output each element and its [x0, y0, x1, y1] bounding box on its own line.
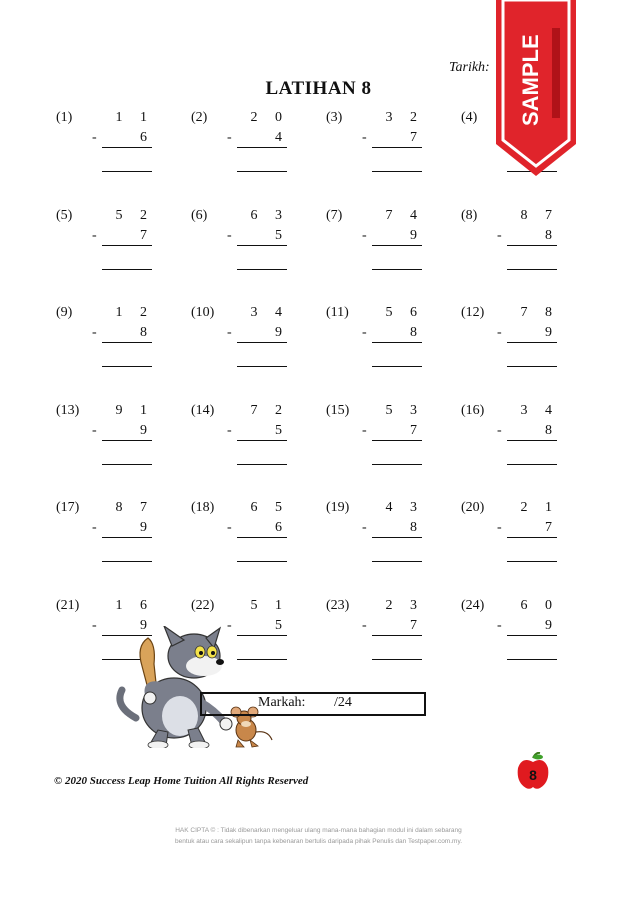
- footer-notice: [0, 825, 637, 847]
- minuend: 2 1: [520, 500, 559, 515]
- minus-sign: -: [92, 520, 97, 535]
- sample-banner-stripe: [552, 28, 560, 118]
- minuend: 8 7: [115, 500, 154, 515]
- answer-rule-top: [507, 440, 557, 441]
- minus-sign: -: [362, 520, 367, 535]
- minus-sign: -: [227, 520, 232, 535]
- score-box: [200, 692, 426, 716]
- answer-rule-top: [507, 245, 557, 246]
- problem-number: (4): [461, 110, 478, 125]
- subtrahend: 7: [545, 520, 559, 535]
- problem-number: (17): [56, 500, 80, 515]
- subtraction-problem: [56, 208, 168, 278]
- minuend: 6 3: [250, 208, 289, 223]
- minus-sign: -: [92, 423, 97, 438]
- minuend: 1 6: [115, 598, 154, 613]
- minus-sign: -: [497, 423, 502, 438]
- answer-rule-bottom: [507, 561, 557, 562]
- answer-rule-bottom: [102, 561, 152, 562]
- subtrahend: 8: [410, 325, 424, 340]
- problem-number: (14): [191, 403, 215, 418]
- subtraction-problem: [326, 110, 438, 180]
- answer-rule-bottom: [102, 269, 152, 270]
- answer-rule-top: [102, 147, 152, 148]
- answer-rule-bottom: [372, 269, 422, 270]
- problem-number: (13): [56, 403, 80, 418]
- sample-banner-text: SAMPLE: [518, 34, 543, 126]
- minuend: 8 7: [520, 208, 559, 223]
- answer-rule-bottom: [372, 171, 422, 172]
- problem-number: (12): [461, 305, 485, 320]
- answer-rule-top: [102, 537, 152, 538]
- answer-rule-top: [372, 147, 422, 148]
- answer-rule-top: [102, 440, 152, 441]
- answer-rule-bottom: [102, 464, 152, 465]
- subtrahend: 4: [275, 130, 289, 145]
- answer-rule-bottom: [372, 366, 422, 367]
- problem-number: (24): [461, 598, 485, 613]
- minuend: 1 1: [115, 110, 154, 125]
- subtraction-problem: [326, 598, 438, 668]
- answer-rule-top: [372, 245, 422, 246]
- date-label: Tarikh:: [449, 60, 490, 75]
- problem-number: (20): [461, 500, 485, 515]
- minus-sign: -: [497, 618, 502, 633]
- minus-sign: -: [227, 130, 232, 145]
- minuend: 6 5: [250, 500, 289, 515]
- minus-sign: -: [362, 423, 367, 438]
- answer-rule-top: [507, 537, 557, 538]
- minuend: 5 6: [385, 305, 424, 320]
- problem-number: (7): [326, 208, 343, 223]
- subtraction-problem: [191, 305, 303, 375]
- subtrahend: 7: [140, 228, 154, 243]
- subtraction-problem: [326, 305, 438, 375]
- score-label: Markah:: [258, 695, 306, 710]
- minus-sign: -: [92, 130, 97, 145]
- score-total: /24: [334, 695, 352, 710]
- subtraction-problem: [191, 110, 303, 180]
- minuend: 3 4: [520, 403, 559, 418]
- answer-rule-bottom: [372, 464, 422, 465]
- subtrahend: 5: [275, 618, 289, 633]
- subtrahend: 7: [410, 423, 424, 438]
- minus-sign: -: [227, 228, 232, 243]
- answer-rule-top: [102, 245, 152, 246]
- subtrahend: 9: [545, 618, 559, 633]
- minus-sign: -: [92, 325, 97, 340]
- answer-rule-bottom: [507, 269, 557, 270]
- problem-number: (18): [191, 500, 215, 515]
- minus-sign: -: [227, 423, 232, 438]
- problem-number: (3): [326, 110, 343, 125]
- problem-number: (1): [56, 110, 73, 125]
- answer-rule-bottom: [237, 171, 287, 172]
- minuend: 7 8: [520, 305, 559, 320]
- minuend: 5 1: [250, 598, 289, 613]
- answer-rule-bottom: [372, 561, 422, 562]
- minus-sign: -: [362, 228, 367, 243]
- subtraction-problem: [326, 208, 438, 278]
- minus-sign: -: [227, 618, 232, 633]
- cartoon-illustration: [108, 626, 288, 748]
- subtrahend: 5: [275, 228, 289, 243]
- minuend: 1 2: [115, 305, 154, 320]
- subtrahend: 8: [410, 520, 424, 535]
- answer-rule-bottom: [237, 464, 287, 465]
- minus-sign: -: [92, 618, 97, 633]
- answer-rule-top: [237, 147, 287, 148]
- answer-rule-bottom: [102, 366, 152, 367]
- minus-sign: -: [92, 228, 97, 243]
- subtrahend: 8: [140, 325, 154, 340]
- answer-rule-bottom: [237, 366, 287, 367]
- footer-line-1: HAK CIPTA © : Tidak dibenarkan mengeluar ulang mana-mana bahagian modul ini dalam sebarang: [175, 827, 462, 834]
- subtraction-problem: [191, 208, 303, 278]
- minuend: 5 2: [115, 208, 154, 223]
- subtraction-problem: [461, 500, 573, 570]
- problem-number: (23): [326, 598, 350, 613]
- answer-rule-bottom: [507, 366, 557, 367]
- subtrahend: 9: [140, 423, 154, 438]
- problem-number: (15): [326, 403, 350, 418]
- minuend: 5 3: [385, 403, 424, 418]
- minus-sign: -: [362, 618, 367, 633]
- page-number: 8: [529, 767, 537, 783]
- minus-sign: -: [227, 325, 232, 340]
- subtraction-problem: [461, 403, 573, 473]
- subtraction-problem: [461, 305, 573, 375]
- minus-sign: -: [497, 520, 502, 535]
- problem-number: (5): [56, 208, 73, 223]
- subtraction-problem: [461, 208, 573, 278]
- answer-rule-top: [237, 342, 287, 343]
- minuend: 3 4: [250, 305, 289, 320]
- answer-rule-top: [372, 440, 422, 441]
- minuend: 2 0: [250, 110, 289, 125]
- minuend: 3 2: [385, 110, 424, 125]
- minuend: 6 0: [520, 598, 559, 613]
- subtraction-problem: [326, 500, 438, 570]
- answer-rule-top: [237, 440, 287, 441]
- subtraction-problem: [191, 403, 303, 473]
- subtraction-problem: [461, 598, 573, 668]
- subtrahend: 5: [275, 423, 289, 438]
- problem-number: (2): [191, 110, 208, 125]
- answer-rule-top: [507, 342, 557, 343]
- answer-rule-top: [507, 635, 557, 636]
- answer-rule-top: [372, 635, 422, 636]
- copyright-notice: © 2020 Success Leap Home Tuition All Rights Reserved: [54, 775, 309, 787]
- answer-rule-bottom: [507, 659, 557, 660]
- answer-rule-bottom: [237, 561, 287, 562]
- minuend: 7 4: [385, 208, 424, 223]
- answer-rule-bottom: [372, 659, 422, 660]
- problem-number: (9): [56, 305, 73, 320]
- answer-rule-top: [372, 537, 422, 538]
- problem-number: (19): [326, 500, 350, 515]
- subtrahend: 7: [410, 130, 424, 145]
- answer-rule-bottom: [237, 269, 287, 270]
- subtraction-problem: [56, 305, 168, 375]
- problem-number: (6): [191, 208, 208, 223]
- subtrahend: 9: [545, 325, 559, 340]
- subtrahend: 9: [275, 325, 289, 340]
- minuend: 7 2: [250, 403, 289, 418]
- problem-number: (16): [461, 403, 485, 418]
- minus-sign: -: [497, 325, 502, 340]
- subtraction-problem: [56, 500, 168, 570]
- minus-sign: -: [362, 130, 367, 145]
- problem-number: (11): [326, 305, 349, 320]
- answer-rule-top: [102, 342, 152, 343]
- subtraction-problem: [56, 110, 168, 180]
- minuend: 2 3: [385, 598, 424, 613]
- problem-number: (8): [461, 208, 478, 223]
- footer-line-2: bentuk atau cara sekalipun tanpa kebenaran bertulis daripada pihak Penulis dan Testpaper.com.my.: [174, 838, 463, 845]
- subtrahend: 6: [275, 520, 289, 535]
- minus-sign: -: [362, 325, 367, 340]
- subtraction-problem: [191, 500, 303, 570]
- sample-banner: [494, 0, 578, 178]
- answer-rule-bottom: [507, 464, 557, 465]
- subtraction-problem: [326, 403, 438, 473]
- minuend: 4 3: [385, 500, 424, 515]
- subtrahend: 9: [410, 228, 424, 243]
- answer-rule-top: [237, 537, 287, 538]
- subtraction-problem: [56, 403, 168, 473]
- subtrahend: 7: [410, 618, 424, 633]
- subtrahend: 9: [140, 618, 154, 633]
- answer-rule-top: [372, 342, 422, 343]
- subtrahend: 6: [140, 130, 154, 145]
- minuend: 9 1: [115, 403, 154, 418]
- answer-rule-bottom: [102, 171, 152, 172]
- minus-sign: -: [497, 228, 502, 243]
- page-title: LATIHAN 8: [265, 78, 372, 99]
- problem-number: (10): [191, 305, 215, 320]
- subtrahend: 8: [545, 228, 559, 243]
- subtrahend: 9: [140, 520, 154, 535]
- problem-number: (22): [191, 598, 215, 613]
- problem-number: (21): [56, 598, 80, 613]
- answer-rule-top: [237, 245, 287, 246]
- subtrahend: 8: [545, 423, 559, 438]
- apple-page-icon: [514, 752, 552, 792]
